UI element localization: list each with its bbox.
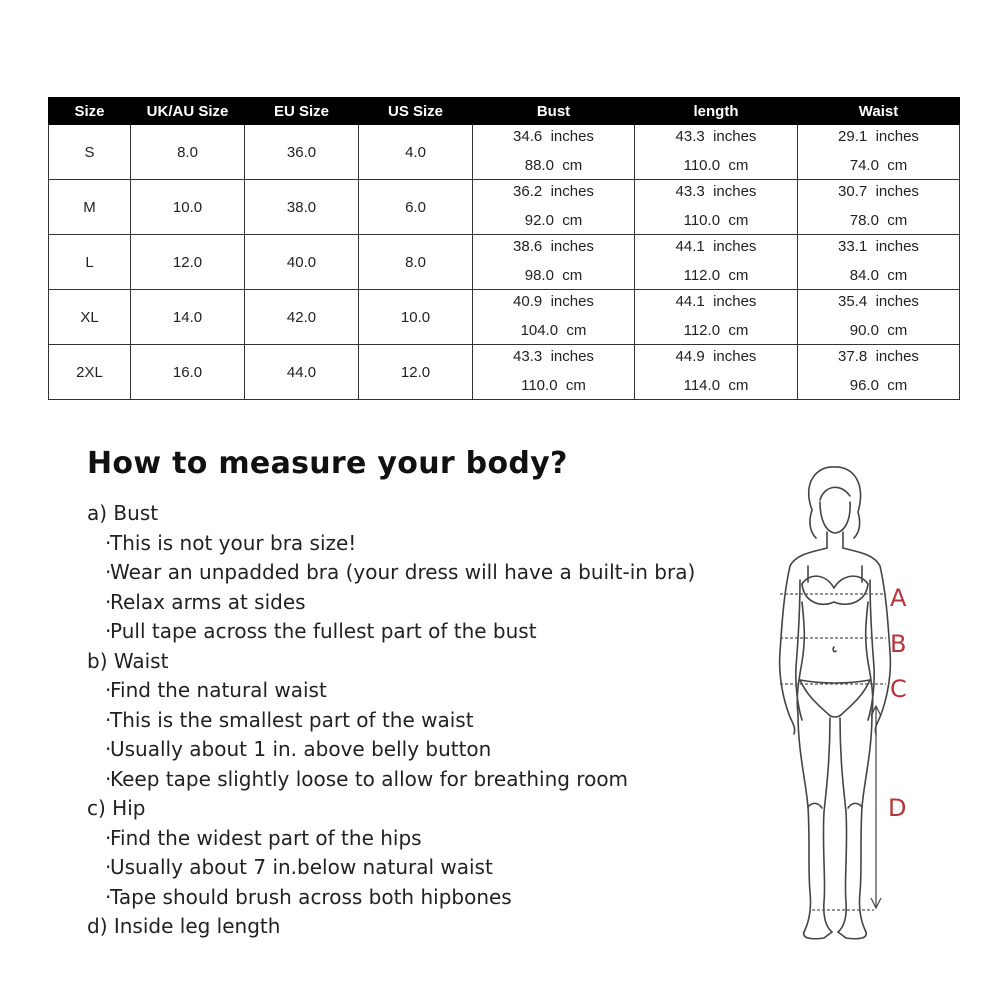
cell-bust-inches: 34.6 inches [513, 128, 594, 145]
cell-uk-au-size: 8.0 [131, 125, 245, 180]
guide-bullet-item [87, 558, 727, 588]
bullet-text: This is not your bra size! [110, 530, 357, 555]
guide-sections [87, 499, 727, 942]
cell-eu-size: 38.0 [245, 180, 359, 235]
bullet-text: Find the natural waist [110, 678, 327, 702]
bullet-dot: · [105, 530, 112, 555]
cell-length [635, 235, 798, 290]
guide-section-label: b) Waist [87, 648, 169, 673]
cell-waist-inches: 29.1 inches [838, 128, 919, 145]
bullet-dot: · [105, 619, 112, 643]
bullet-text: Tape should brush across both hipbones [110, 884, 512, 909]
cell-bust-inches: 40.9 inches [513, 293, 594, 310]
bullet-text: Usually about 7 in.below natural waist [110, 855, 493, 879]
guide-bullet-item [87, 735, 727, 765]
cell-bust-inches: 43.3 inches [513, 348, 594, 365]
cell-waist-cm: 78.0 cm [849, 212, 908, 229]
guide-bullet-item [87, 824, 727, 854]
cell-uk-au-size: 12.0 [131, 235, 245, 290]
guide-bullet-item [87, 617, 727, 647]
bullet-dot: · [105, 707, 112, 732]
cell-bust-inches: 38.6 inches [513, 238, 594, 255]
bullet-dot: · [105, 766, 112, 791]
size-chart-header-row [49, 98, 960, 125]
cell-length [635, 345, 798, 400]
cell-eu-size: 42.0 [245, 290, 359, 345]
cell-bust [473, 345, 635, 400]
body-outline-illustration [762, 462, 922, 950]
cell-length [635, 180, 798, 235]
cell-uk-au-size: 16.0 [131, 345, 245, 400]
size-row [49, 180, 960, 235]
cell-waist [798, 345, 960, 400]
cell-bust-cm: 104.0 cm [520, 322, 587, 339]
bullet-text: Relax arms at sides [110, 589, 306, 614]
guide-bullet-item [87, 853, 727, 883]
cell-waist [798, 125, 960, 180]
cell-length-inches: 43.3 inches [675, 128, 757, 145]
bullet-dot: · [105, 737, 112, 761]
cell-bust [473, 235, 635, 290]
guide-bullet-item [87, 706, 727, 736]
figure-label-b: B [890, 630, 907, 658]
cell-waist-inches: 30.7 inches [838, 183, 919, 200]
cell-size: L [49, 235, 131, 290]
size-row [49, 290, 960, 345]
cell-bust [473, 125, 635, 180]
cell-eu-size: 44.0 [245, 345, 359, 400]
header-waist: Waist [798, 98, 960, 125]
cell-size: M [49, 180, 131, 235]
cell-waist-cm: 90.0 cm [849, 322, 908, 339]
cell-bust-inches: 36.2 inches [513, 183, 594, 200]
cell-bust-cm: 92.0 cm [524, 212, 583, 229]
bullet-dot: · [105, 560, 112, 584]
cell-waist [798, 235, 960, 290]
bullet-text: Pull tape across the fullest part of the bust [110, 619, 537, 643]
cell-length-cm: 112.0 cm [683, 322, 749, 339]
header-size: Size [49, 98, 131, 125]
bullet-dot: · [105, 678, 112, 702]
cell-waist-inches: 37.8 inches [838, 348, 919, 365]
cell-bust [473, 290, 635, 345]
bullet-dot: · [105, 825, 112, 850]
cell-bust [473, 180, 635, 235]
cell-us-size: 8.0 [359, 235, 473, 290]
size-row [49, 235, 960, 290]
cell-waist-inches: 33.1 inches [838, 238, 919, 255]
header-uk-au-size: UK/AU Size [131, 98, 245, 125]
size-row [49, 345, 960, 400]
cell-length-inches: 44.1 inches [675, 293, 757, 310]
header-eu-size: EU Size [245, 98, 359, 125]
bullet-text: This is the smallest part of the waist [110, 707, 474, 732]
cell-length-inches: 43.3 inches [675, 183, 757, 200]
figure-label-c: C [890, 675, 907, 703]
guide-bullet-item [87, 529, 727, 559]
bullet-dot: · [105, 884, 112, 909]
cell-waist-cm: 96.0 cm [849, 377, 908, 394]
cell-uk-au-size: 14.0 [131, 290, 245, 345]
guide-section-label: d) Inside leg length [87, 914, 281, 938]
cell-waist [798, 180, 960, 235]
cell-bust-cm: 88.0 cm [524, 157, 583, 174]
cell-size: XL [49, 290, 131, 345]
cell-size: 2XL [49, 345, 131, 400]
cell-waist-cm: 84.0 cm [849, 267, 908, 284]
cell-size: S [49, 125, 131, 180]
figure-label-a: A [890, 584, 907, 612]
cell-waist-cm: 74.0 cm [849, 157, 908, 174]
cell-us-size: 12.0 [359, 345, 473, 400]
cell-eu-size: 40.0 [245, 235, 359, 290]
cell-bust-cm: 98.0 cm [524, 267, 583, 284]
bullet-dot: · [105, 855, 112, 879]
cell-length [635, 125, 798, 180]
guide-section-label: c) Hip [87, 796, 146, 820]
cell-uk-au-size: 10.0 [131, 180, 245, 235]
cell-waist [798, 290, 960, 345]
size-row [49, 125, 960, 180]
bullet-dot: · [105, 589, 112, 614]
cell-length-cm: 112.0 cm [683, 267, 749, 284]
guide-bullet-item [87, 588, 727, 618]
bullet-text: Wear an unpadded bra (your dress will have a built-in bra) [110, 560, 696, 584]
bullet-text: Keep tape slightly loose to allow for breathing room [110, 766, 629, 791]
body-measurement-figure [762, 462, 922, 950]
guide-section-label: a) Bust [87, 501, 159, 525]
bullet-text: Usually about 1 in. above belly button [110, 737, 492, 761]
guide-bullet-item [87, 883, 727, 913]
cell-length-inches: 44.9 inches [675, 348, 757, 365]
cell-us-size: 10.0 [359, 290, 473, 345]
guide-title: How to measure your body? [87, 446, 568, 481]
header-length: length [635, 98, 798, 125]
figure-label-d: D [888, 794, 907, 822]
cell-length-cm: 110.0 cm [683, 212, 749, 229]
size-chart-table [48, 97, 960, 400]
cell-length-cm: 110.0 cm [683, 157, 749, 174]
cell-bust-cm: 110.0 cm [521, 377, 586, 394]
cell-us-size: 4.0 [359, 125, 473, 180]
measure-guide [87, 446, 727, 942]
header-us-size: US Size [359, 98, 473, 125]
cell-eu-size: 36.0 [245, 125, 359, 180]
cell-length [635, 290, 798, 345]
bullet-text: Find the widest part of the hips [110, 825, 422, 850]
cell-length-cm: 114.0 cm [683, 377, 749, 394]
guide-bullet-item [87, 676, 727, 706]
cell-us-size: 6.0 [359, 180, 473, 235]
guide-bullet-item [87, 765, 727, 795]
cell-waist-inches: 35.4 inches [838, 293, 919, 310]
header-bust: Bust [473, 98, 635, 125]
cell-length-inches: 44.1 inches [675, 238, 757, 255]
